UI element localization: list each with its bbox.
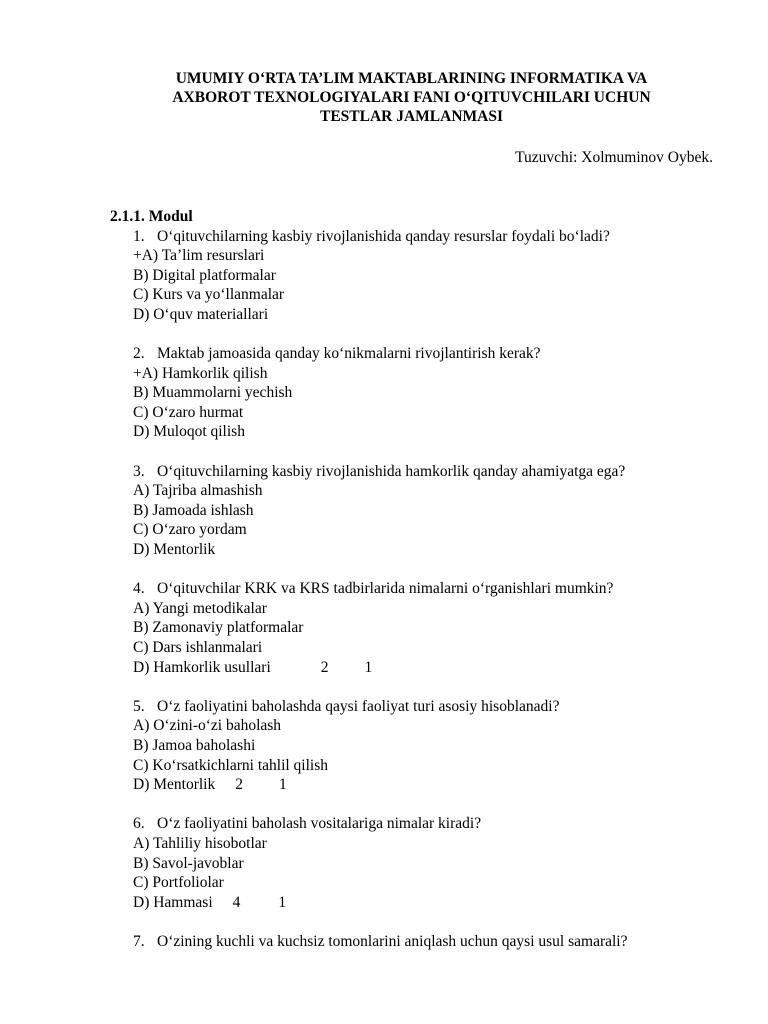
question-number: 3. [133, 462, 145, 480]
question-stem: O‘zining kuchli va kuchsiz tomonlarini aniqlash uchun qaysi usul samarali? [157, 932, 628, 950]
question-stem: Maktab jamoasida qanday ko‘nikmalarni rivojlantirish kerak? [157, 345, 541, 363]
question-number: 6. [133, 815, 145, 833]
trailing-mark: 2 [320, 658, 329, 676]
question-stem: O‘qituvchilarning kasbiy rivojlanishida qanday resurslar foydali bo‘ladi? [157, 227, 610, 245]
trailing-mark: 1 [364, 658, 373, 676]
answer-option: A) Tajriba almashish [133, 482, 263, 500]
question-item [133, 344, 753, 442]
answer-option: A) Tahliliy hisobotlar [133, 834, 267, 852]
answer-option: C) Kurs va yo‘llanmalar [133, 286, 285, 304]
question-item [133, 697, 753, 795]
question-item [133, 227, 753, 325]
question-list [133, 227, 753, 972]
question-stem: O‘z faoliyatini baholash vositalariga nimalar kiradi? [157, 815, 482, 833]
question-text [133, 344, 753, 364]
question-item [133, 462, 753, 560]
answer-option-with-marks [133, 775, 753, 795]
answer-option: B) Jamoada ishlash [133, 501, 254, 519]
answer-option: C) O‘zaro yordam [133, 521, 247, 539]
answer-option: C) Dars ishlanmalari [133, 638, 263, 656]
question-text [133, 814, 753, 834]
question-number: 5. [133, 697, 145, 715]
document-title [110, 69, 713, 127]
answer-option: B) Jamoa baholashi [133, 736, 256, 754]
answer-option: D) Hammasi [133, 893, 213, 911]
answer-option: D) O‘quv materiallari [133, 305, 269, 323]
question-stem: O‘z faoliyatini baholashda qaysi faoliyat turi asosiy hisoblanadi? [157, 697, 560, 715]
answer-option: +A) Hamkorlik qilish [133, 364, 268, 382]
trailing-mark: 4 [232, 893, 241, 911]
question-item [133, 814, 753, 912]
title-line: TESTLAR JAMLANMASI [319, 108, 503, 126]
answer-option: D) Mentorlik [133, 541, 216, 558]
answer-option: B) Muammolarni yechish [133, 384, 293, 402]
question-text [133, 579, 753, 599]
question-item [133, 932, 753, 952]
answer-option: D) Muloqot qilish [133, 423, 245, 441]
question-text [133, 697, 753, 717]
answer-option: D) Mentorlik [133, 776, 216, 794]
answer-option-with-marks [133, 658, 753, 678]
question-text [133, 932, 753, 952]
title-line: AXBOROT TEXNOLOGIYALARI FANI O‘QITUVCHILARI UCHUN [172, 89, 651, 107]
module-heading: 2.1.1. Modul [110, 208, 193, 225]
question-number: 7. [133, 932, 145, 950]
trailing-mark: 1 [278, 776, 287, 794]
answer-option: C) O‘zaro hurmat [133, 403, 244, 421]
trailing-mark: 1 [278, 893, 287, 911]
question-item [133, 579, 753, 677]
question-text [133, 462, 753, 482]
answer-option: A) O‘zini-o‘zi baholash [133, 717, 282, 735]
answer-option: B) Zamonaviy platformalar [133, 619, 304, 637]
answer-option: A) Yangi metodikalar [133, 599, 267, 617]
title-line: UMUMIY O‘RTA TA’LIM MAKTABLARINING INFORMATIKA VA [175, 70, 648, 87]
question-stem: O‘qituvchilarning kasbiy rivojlanishida hamkorlik qanday ahamiyatga ega? [157, 462, 626, 480]
answer-option: B) Digital platformalar [133, 266, 276, 284]
answer-option: C) Portfoliolar [133, 874, 224, 892]
question-stem: O‘qituvchilar KRK va KRS tadbirlarida nimalarni o‘rganishlari mumkin? [157, 580, 614, 598]
answer-option-with-marks [133, 893, 753, 913]
question-number: 1. [133, 227, 145, 245]
answer-option: D) Hamkorlik usullari [133, 658, 271, 676]
question-number: 4. [133, 580, 145, 598]
question-text [133, 227, 753, 247]
answer-option: B) Savol-javoblar [133, 854, 244, 872]
author-line: Tuzuvchi: Xolmuminov Oybek. [515, 149, 713, 166]
answer-option: C) Ko‘rsatkichlarni tahlil qilish [133, 756, 329, 774]
trailing-mark: 2 [235, 776, 243, 794]
answer-option: +A) Ta’lim resurslari [133, 247, 265, 265]
question-number: 2. [133, 345, 145, 363]
